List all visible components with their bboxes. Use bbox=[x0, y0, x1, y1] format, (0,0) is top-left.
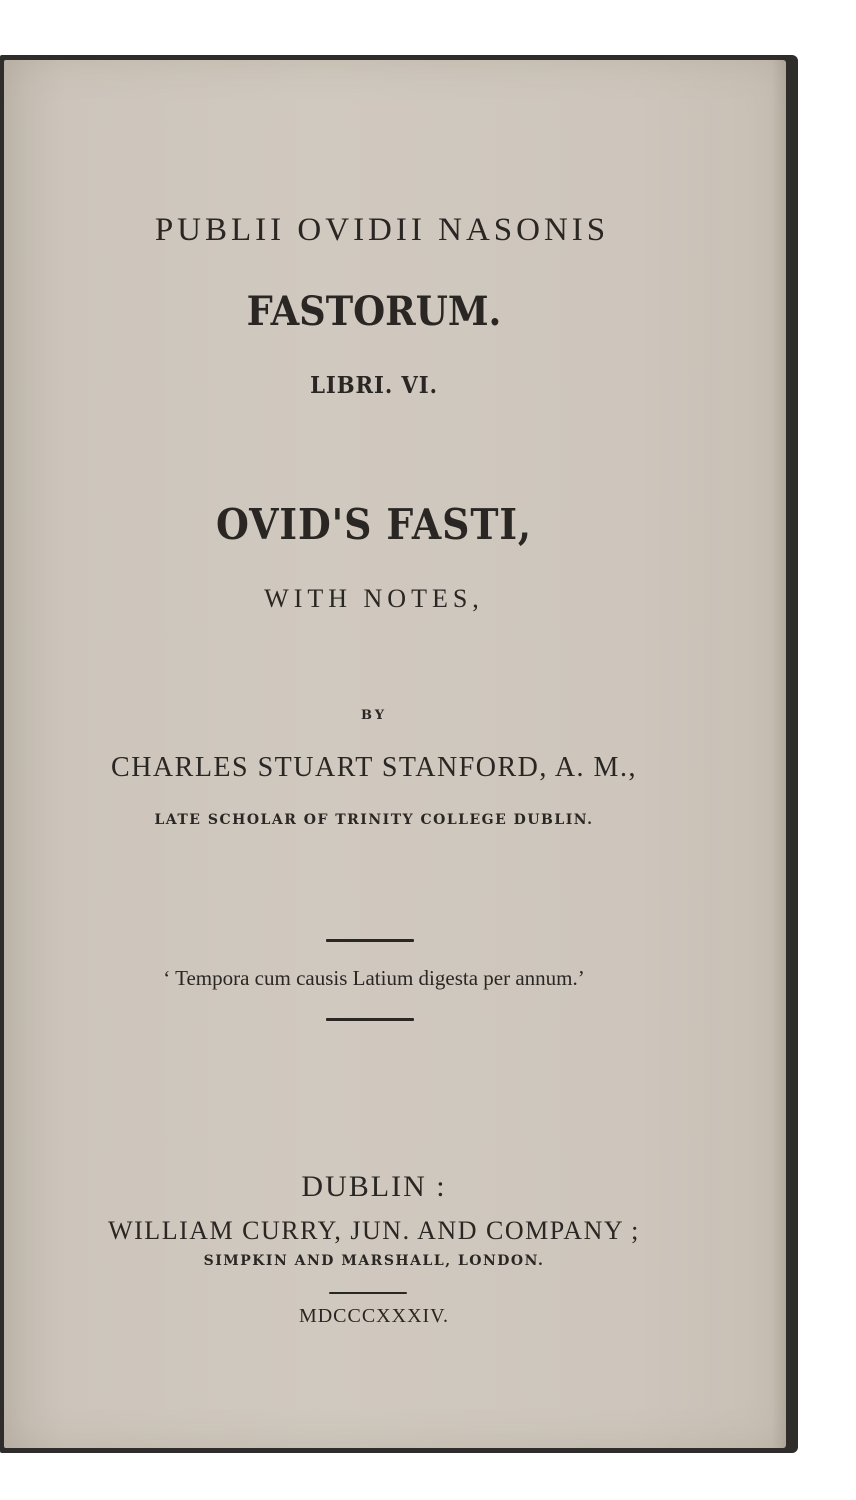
motto: ‘ Tempora cum causis Latium digesta per annum.’ bbox=[163, 966, 585, 990]
title-latin: FASTORUM. bbox=[246, 288, 502, 335]
imprint-place: DUBLIN : bbox=[301, 1170, 447, 1203]
imprint-publisher: WILLIAM CURRY, JUN. AND COMPANY ; bbox=[108, 1216, 640, 1245]
author-latin: PUBLII OVIDII NASONIS bbox=[154, 212, 610, 248]
imprint-date: MDCCCXXXIV. bbox=[298, 1305, 450, 1327]
editor-name: CHARLES STUART STANFORD, A. M., bbox=[111, 752, 637, 783]
books-count: LIBRI. VI. bbox=[310, 372, 438, 399]
divider-rule-bottom bbox=[326, 1018, 414, 1021]
title-page bbox=[4, 60, 786, 1448]
by-line: BY bbox=[360, 708, 388, 723]
divider-rule-imprint bbox=[329, 1292, 407, 1294]
divider-rule-top bbox=[326, 939, 414, 942]
title-english: OVID'S FASTI, bbox=[215, 500, 533, 549]
imprint-co-publisher: SIMPKIN AND MARSHALL, LONDON. bbox=[203, 1253, 545, 1269]
editor-affiliation: LATE SCHOLAR OF TRINITY COLLEGE DUBLIN. bbox=[154, 812, 594, 828]
subtitle: WITH NOTES, bbox=[264, 584, 484, 613]
